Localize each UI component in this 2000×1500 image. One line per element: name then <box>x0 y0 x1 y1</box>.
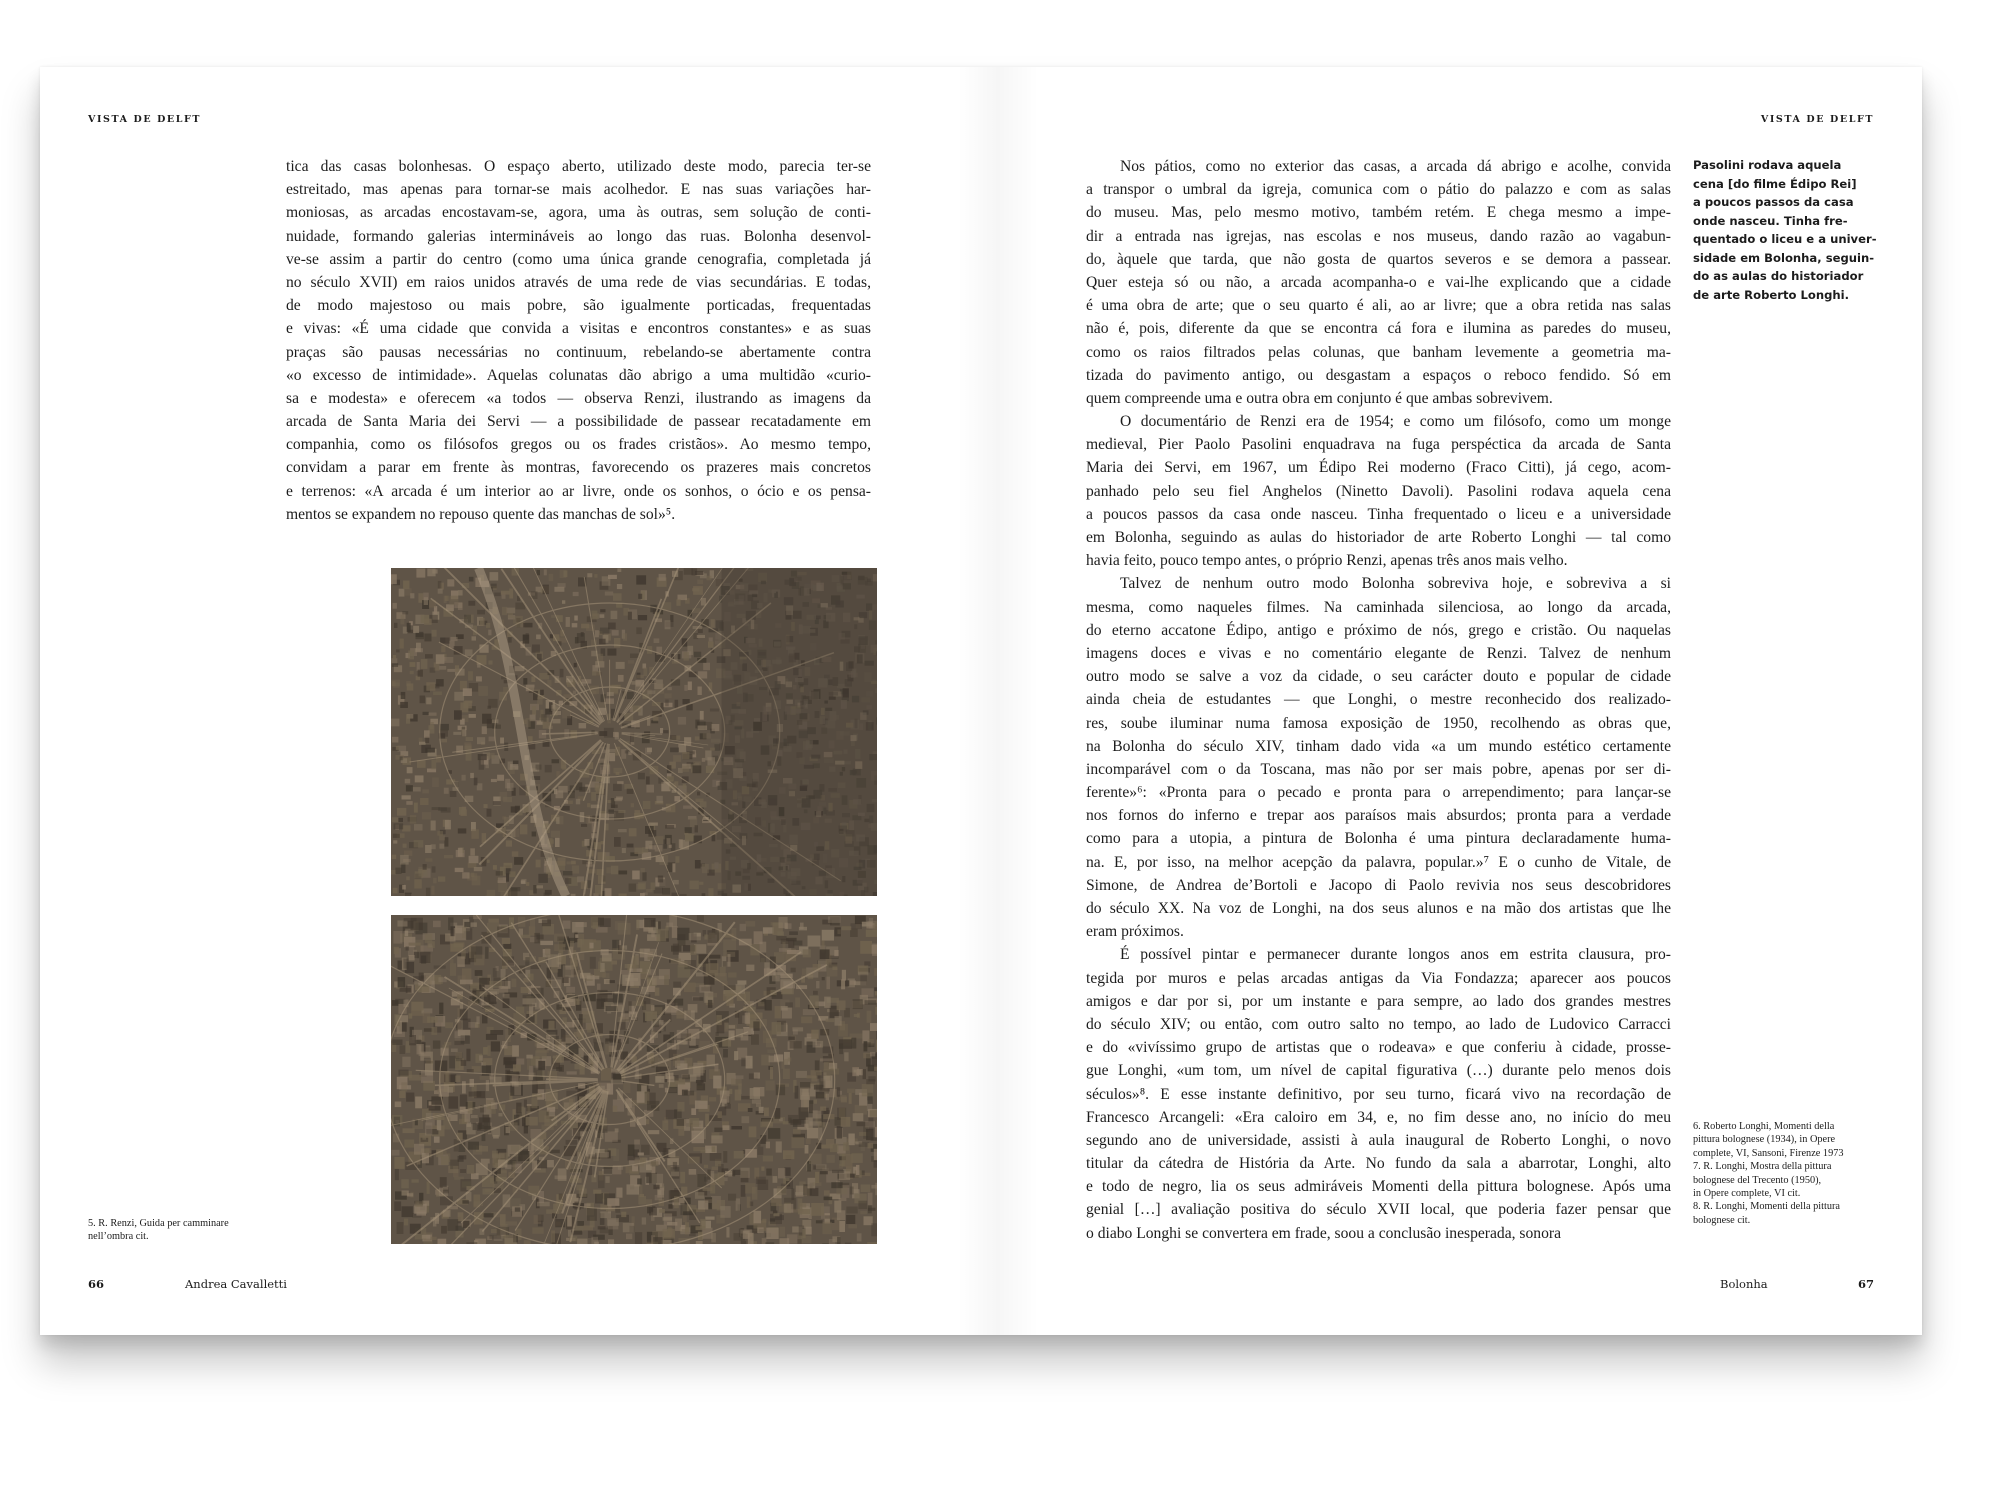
body-line: mesma, como naqueles filmes. Na caminhada silenciosa, ao longo da arcada, <box>1086 598 1671 616</box>
margin-sidenote <box>1693 156 1883 304</box>
left-body-text <box>286 155 871 526</box>
body-line: ferente»⁶: «Pronta para o pecado e pronta para o arrependimento; para lançar-se <box>1086 784 1671 802</box>
right-footnotes <box>1693 1120 1893 1227</box>
body-line: incomparável com o da Toscana, mas não por ser mais pobre, apenas por ser di- <box>1086 760 1671 778</box>
footnote-line: 7. R. Longhi, Mostra della pittura <box>1693 1161 1832 1173</box>
body-line: do século XIV; ou então, com outro salto no tempo, ao lado de Ludovico Carracci <box>1086 1015 1671 1033</box>
body-line: gue Longhi, «um tom, um nível de capital figurativa (…) durante pelo menos dois <box>1086 1062 1671 1080</box>
body-line: panhado pelo seu fiel Anghelos (Ninetto Davoli). Pasolini rodava aquela cena <box>1086 482 1671 500</box>
body-line: ainda cheia de estudantes — que Longhi, o mestre reconhecido dos realizado- <box>1086 691 1671 709</box>
body-line: e vivas: «É uma cidade que convida a visitas e encontros constantes» e as suas <box>286 320 871 338</box>
left-running-head: VISTA DE DELFT <box>88 114 202 125</box>
right-body-text <box>1086 155 1671 1245</box>
body-line: de modo majestoso ou mais pobre, são igualmente porticadas, frequentadas <box>286 297 871 315</box>
left-page-number: 66 <box>88 1277 105 1291</box>
footnote-line: 8. R. Longhi, Momenti della pittura <box>1693 1201 1840 1213</box>
aerial-photo-bologna <box>391 568 877 896</box>
body-line: mentos se expandem no repouso quente das manchas de sol»⁵. <box>286 505 676 523</box>
body-line: segundo ano de universidade, assisti à aula inaugural de Roberto Longhi, o novo <box>1086 1131 1671 1149</box>
body-line: do museu. Mas, pelo mesmo motivo, também retém. E chega mesmo a impe- <box>1086 204 1671 222</box>
body-line: do século XX. Na voz de Longhi, na dos seus alunos e na mão dos artistas que lhe <box>1086 900 1671 917</box>
left-footnotes <box>88 1217 288 1244</box>
sidenote-line: Pasolini rodava aquela <box>1693 158 1842 172</box>
footnote-line: bolognese cit. <box>1693 1214 1751 1226</box>
sidenote-line: a poucos passos da casa <box>1693 195 1854 209</box>
body-line: séculos»⁸. E esse instante definitivo, por seu turno, ficará vivo na recordação de <box>1086 1085 1671 1103</box>
body-line: convidam a parar em frente às montras, favorecendo os prazeres mais concretos <box>286 459 871 477</box>
sidenote-line: quentado o liceu e a univer- <box>1693 232 1877 246</box>
sidenote-line: onde nasceu. Tinha fre- <box>1693 213 1848 228</box>
body-line: é uma obra de arte; que o seu quarto é ali, ao ar livre; que a obra retida nas salas <box>1086 297 1671 315</box>
body-line: Francesco Arcangeli: «Era caloiro em 34, e, no fim desse ano, no início do meu <box>1086 1108 1671 1126</box>
body-line: a transpor o umbral da igreja, comunica com o pátio do palazzo e com as salas <box>1086 181 1671 199</box>
footer-section: Bolonha <box>1720 1277 1768 1291</box>
footnote-line: in Opere complete, VI cit. <box>1693 1188 1801 1200</box>
sidenote-line: sidade em Bolonha, seguin- <box>1693 250 1875 265</box>
body-line: amigos e dar por si, por um instante e para sempre, ao lado dos grandes mestres <box>1086 992 1671 1010</box>
footnote-line: bolognese del Trecento (1950), <box>1693 1174 1822 1186</box>
body-line: Maria dei Servi, em 1967, um Édipo Rei moderno (Fraco Citti), já cego, acom- <box>1086 459 1671 477</box>
body-line: moniosas, as arcadas encostavam-se, agora, uma às outras, sem solução de conti- <box>286 204 871 222</box>
body-line: e todo de negro, lia os seus admiráveis Momenti della pittura bolognese. Após uma <box>1086 1178 1671 1196</box>
body-line: outro modo se salve a voz da cidade, o seu carácter douto e popular de cidade <box>1086 668 1671 686</box>
sidenote-line: do as aulas do historiador <box>1693 269 1864 283</box>
book-gutter <box>958 67 1038 1335</box>
right-page-number: 67 <box>1857 1277 1874 1291</box>
body-line: Nos pátios, como no exterior das casas, a arcada dá abrigo e acolhe, convida <box>1120 158 1671 175</box>
body-line: na. E, por isso, na melhor acepção da palavra, popular.»⁷ E o cunho de Vitale, de <box>1086 853 1671 871</box>
body-line: res, soube iluminar numa famosa exposição de 1950, recolhendo as obras que, <box>1086 714 1671 732</box>
body-line: dir a entrada nas igrejas, nas escolas e nos museus, dando razão ao vagabun- <box>1086 227 1671 245</box>
body-line: Simone, de Andrea de’Bortoli e Jacopo di Paolo revivia nos seus descobridores <box>1086 876 1671 894</box>
body-line: medieval, Pier Paolo Pasolini enquadrava na fuga perspéctica da arcada de Santa <box>1086 436 1671 454</box>
footnote-line: nell’ombra cit. <box>88 1231 149 1243</box>
body-line: genial […] avaliação positiva do século XVII local, que poderia fazer pensar que <box>1086 1201 1671 1219</box>
body-line: sa e modesta» e oferecem «a todos — observa Renzi, ilustrando as imagens da <box>286 389 871 407</box>
body-line: na Bolonha do século XIV, tinham dado vida «a um mundo estético certamente <box>1086 737 1671 755</box>
body-line: quem compreende uma e outra obra em conjunto é que ambas sobrevivem. <box>1086 389 1553 407</box>
body-line: e do «vivíssimo grupo de artistas que o rodeava» e que conferiu à cidade, prosse- <box>1086 1039 1671 1057</box>
body-line: o diabo Longhi se convertera em frade, soou a conclusão inesperada, sonora <box>1086 1224 1562 1242</box>
footnote-line: complete, VI, Sansoni, Firenze 1973 <box>1693 1147 1844 1159</box>
body-line: tica das casas bolonhesas. O espaço aberto, utilizado deste modo, parecia ter-se <box>286 158 871 175</box>
body-line: como os raios filtrados pelas colunas, que banham levemente a geometria ma- <box>1086 343 1671 361</box>
footnote-line: 5. R. Renzi, Guida per camminare <box>88 1218 229 1229</box>
footnote-line: pittura bolognese (1934), in Opere <box>1693 1134 1836 1146</box>
body-line: em Bolonha, seguindo as aulas do historiador de arte Roberto Longhi — tal como <box>1086 529 1671 546</box>
body-line: ve-se assim a partir do centro (como uma única grande cenografia, completada já <box>286 250 871 268</box>
body-line: Talvez de nenhum outro modo Bolonha sobreviva hoje, e sobreviva a si <box>1120 575 1671 593</box>
body-line: «o excesso de intimidade». Aquelas colunatas dão abrigo a uma multidão «curio- <box>286 366 871 384</box>
body-line: nuidade, formando galerias intermináveis ao longo das ruas. Bolonha desenvol- <box>286 227 871 245</box>
body-line: estreitado, mas apenas para tornar-se mais acolhedor. E nas suas variações har- <box>286 181 871 199</box>
body-line: havia feito, pouco tempo antes, o próprio Renzi, apenas três anos mais velho. <box>1086 552 1568 570</box>
body-line: É possível pintar e permanecer durante longos anos em estrita clausura, pro- <box>1120 946 1671 964</box>
body-line: imagens doces e vivas e no comentário elegante de Renzi. Talvez de nenhum <box>1086 644 1671 662</box>
body-line: tizada do pavimento antigo, ou desgastam a espaços o reboco fendido. Só em <box>1086 366 1671 384</box>
body-line: O documentário de Renzi era de 1954; e como um filósofo, como um monge <box>1120 413 1671 431</box>
body-line: e terrenos: «A arcada é um interior ao ar livre, onde os sonhos, o ócio e os pensa- <box>286 482 871 500</box>
body-line: Quer esteja só ou não, a arcada acompanha-o e vai-lhe explicando que a cidade <box>1086 273 1671 291</box>
footnote-line: 6. Roberto Longhi, Momenti della <box>1693 1121 1835 1132</box>
footer-author: Andrea Cavalletti <box>185 1277 287 1291</box>
body-line: companhia, como os filósofos gregos ou os frades cristãos». Ao mesmo tempo, <box>286 436 871 454</box>
body-line: do eterno accatone Édipo, antigo e próximo de nós, grego e cristão. Ou naquelas <box>1086 621 1671 639</box>
sidenote-line: de arte Roberto Longhi. <box>1693 287 1850 302</box>
body-line: a poucos passos da casa onde nasceu. Tinha frequentado o liceu e a universidade <box>1086 505 1671 523</box>
book-spread <box>40 67 1922 1335</box>
body-line: arcada de Santa Maria dei Servi — a possibilidade de passear recatadamente em <box>286 413 871 431</box>
aerial-photo-bologna-centre <box>391 915 877 1244</box>
body-line: não é, pois, diferente da que se encontra cá fora e ilumina as paredes do museu, <box>1086 320 1671 338</box>
body-line: no século XVII) em raios unidos através de uma rede de vias secundárias. E todas, <box>286 273 871 291</box>
body-line: tegida por muros e pelas arcadas antigas da Via Fondazza; aparecer aos poucos <box>1086 969 1671 987</box>
right-running-head: VISTA DE DELFT <box>1760 114 1874 125</box>
body-line: nos fornos do inferno e trepar aos paraísos mais absurdos; pronta para a verdade <box>1086 807 1671 825</box>
body-line: eram próximos. <box>1086 923 1184 941</box>
body-line: como para a utopia, a pintura de Bolonha é uma pintura declaradamente huma- <box>1086 830 1671 848</box>
body-line: praças são pausas necessárias no continuum, rebelando-se abertamente contra <box>286 343 871 361</box>
body-line: titular da cátedra de História da Arte. No fundo da sala a abarrotar, Longhi, alto <box>1086 1155 1671 1173</box>
sidenote-line: cena [do filme Édipo Rei] <box>1693 176 1857 191</box>
body-line: do, àquele que tarda, que não gosta de quartos severos e se demora a passear. <box>1086 250 1671 268</box>
